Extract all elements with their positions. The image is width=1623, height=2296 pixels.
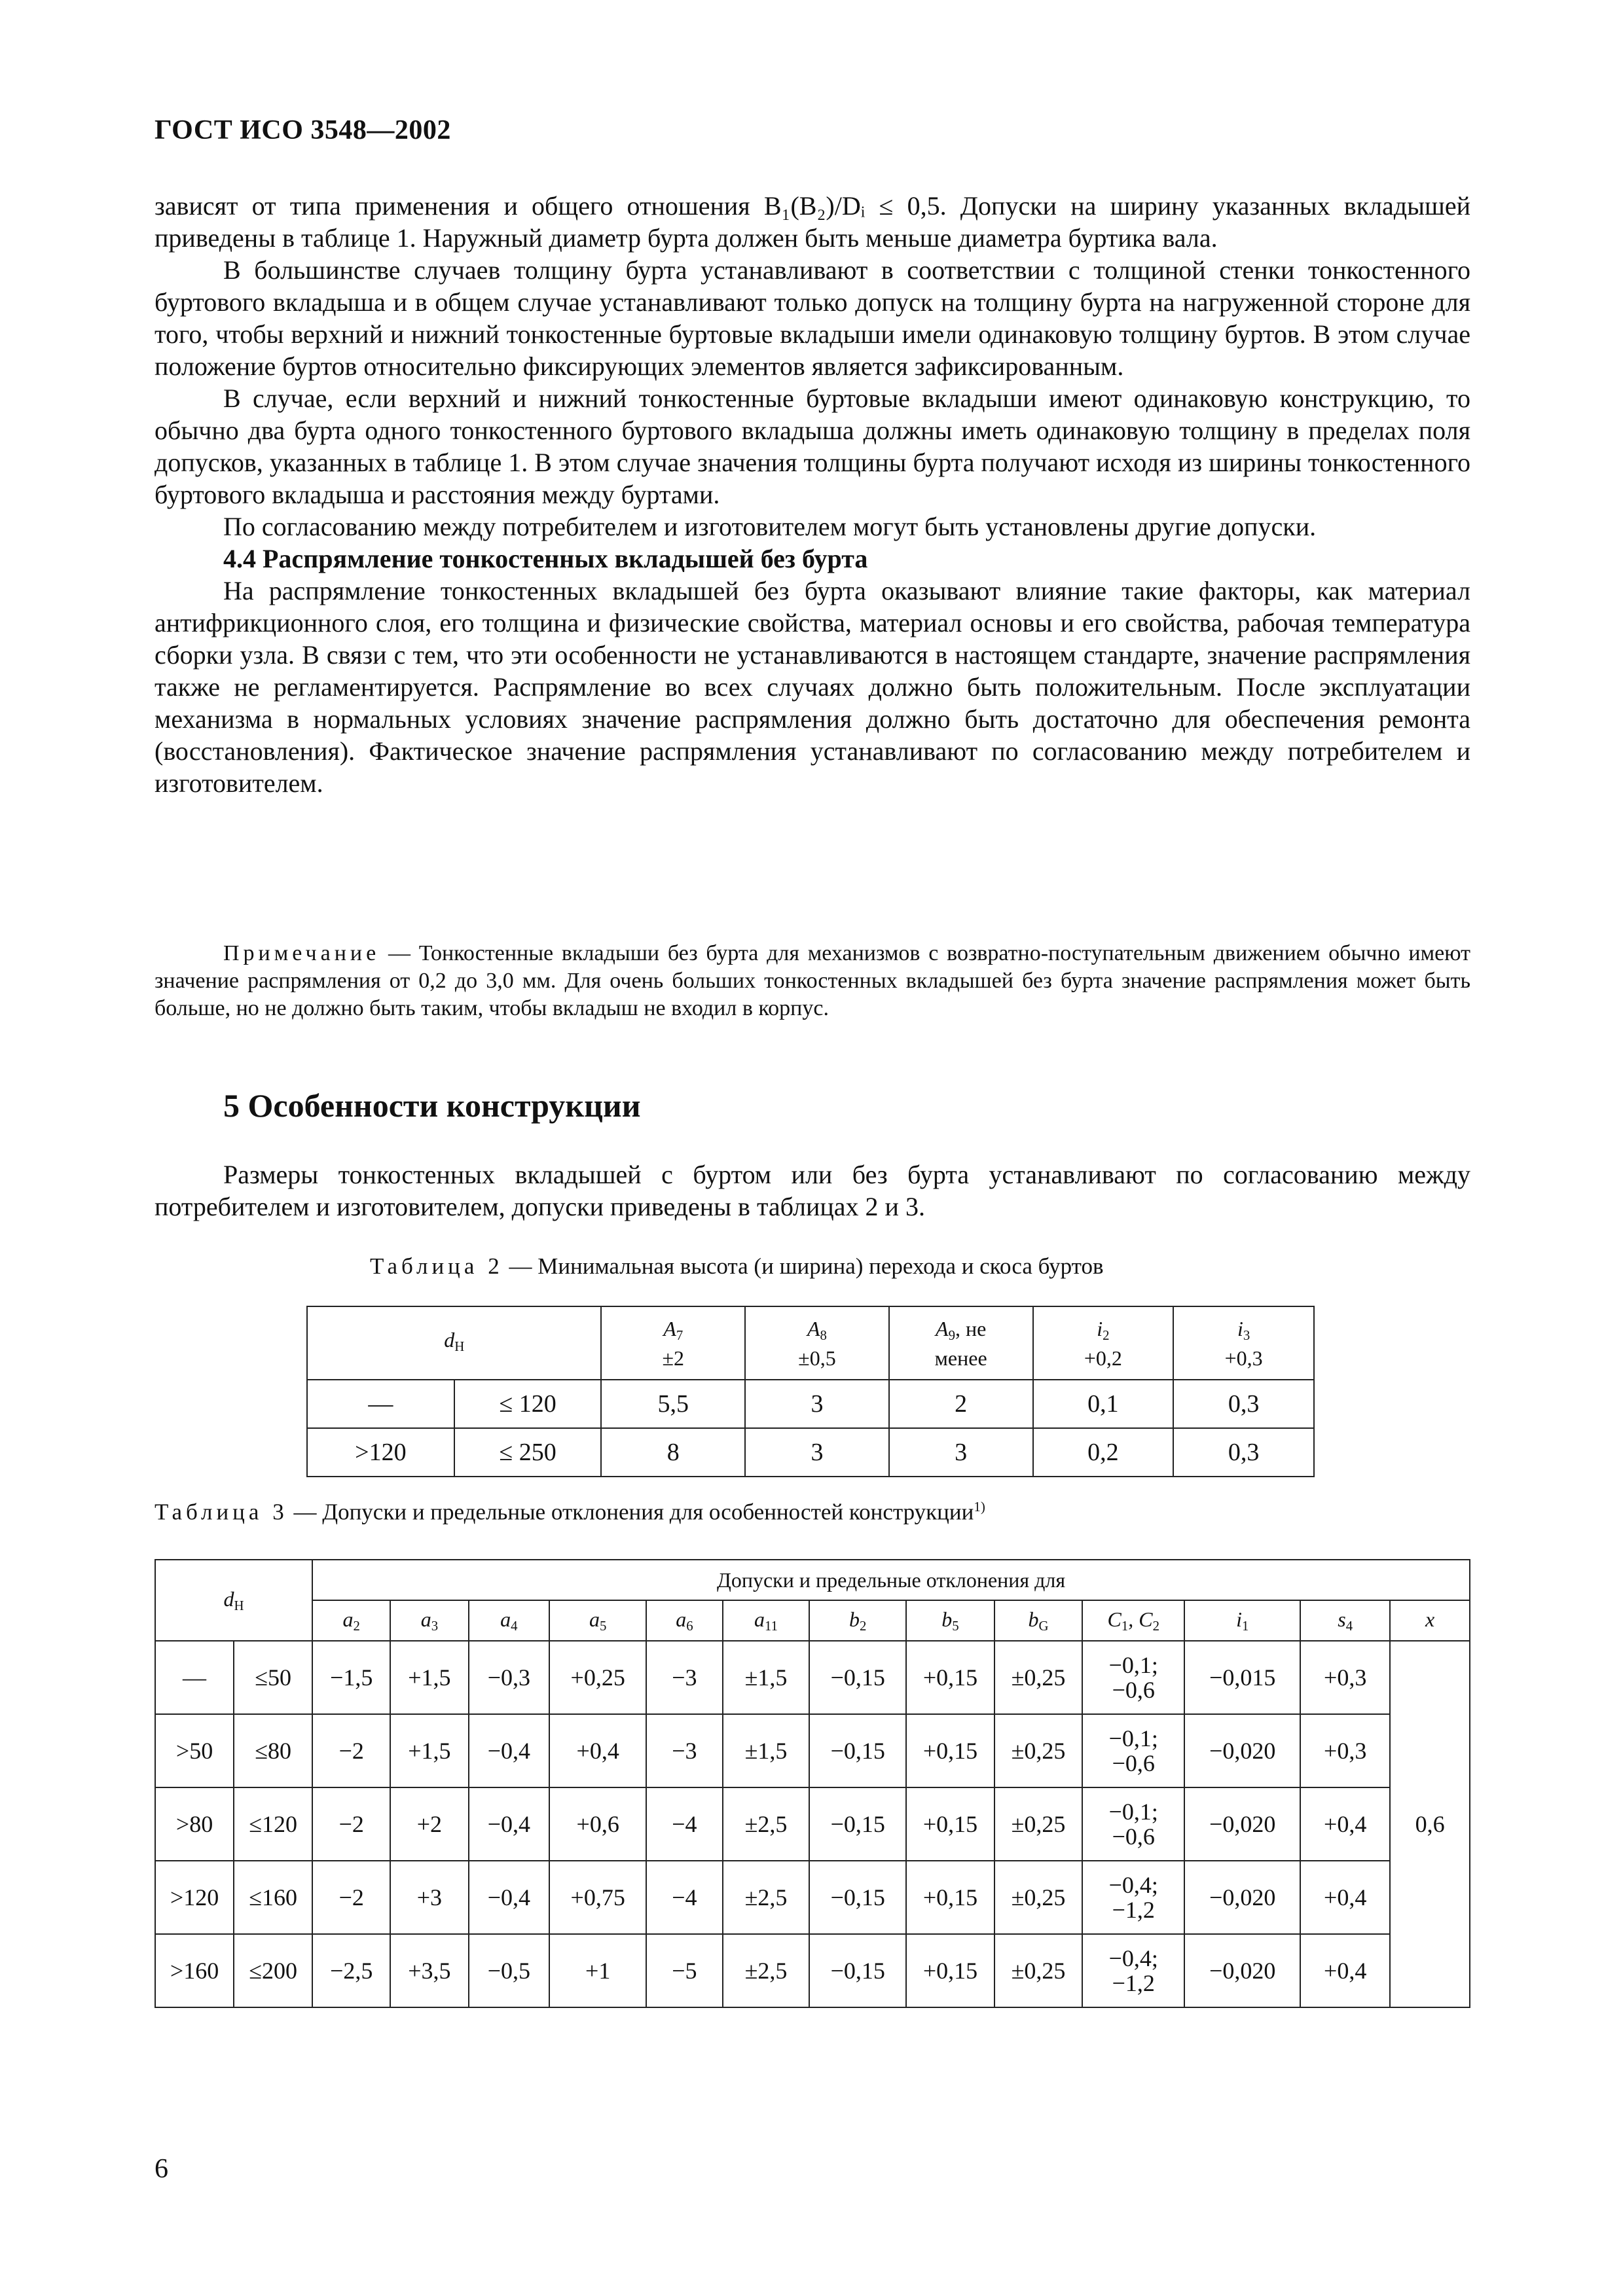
caption-label: Таблица 2	[370, 1253, 503, 1279]
cell: 8	[601, 1428, 745, 1477]
cell: ≤ 250	[454, 1428, 602, 1477]
caption-label: Таблица 3	[155, 1499, 288, 1525]
cell: 3	[745, 1428, 889, 1477]
header-a8: $A_8$ ±0,5	[745, 1306, 889, 1380]
table-row	[155, 1641, 1470, 1714]
cell: +2	[390, 1787, 468, 1861]
cell-line: −0,1;	[1108, 1652, 1158, 1678]
cell: +0,15	[906, 1641, 994, 1714]
cell: 3	[745, 1380, 889, 1428]
caption-text: — Допуски и предельные отклонения для особенностей конструкции	[287, 1499, 974, 1525]
cell: +3	[390, 1861, 468, 1934]
cell: +1	[549, 1934, 646, 2007]
cell: 0,3	[1173, 1380, 1314, 1428]
cell: +0,4	[549, 1714, 646, 1787]
cell: ±0,25	[994, 1861, 1082, 1934]
cell: +1,5	[390, 1641, 468, 1714]
cell: −0,15	[809, 1787, 906, 1861]
table2-caption	[370, 1253, 1103, 1280]
cell: +0,4	[1300, 1787, 1390, 1861]
cell: ≤50	[234, 1641, 312, 1714]
cell: −0,020	[1184, 1714, 1300, 1787]
cell: 0,1	[1033, 1380, 1174, 1428]
cell: ≤200	[234, 1934, 312, 2007]
cell-line: −0,6	[1112, 1750, 1155, 1776]
cell: ±0,25	[994, 1787, 1082, 1861]
cell	[1082, 1934, 1184, 2007]
cell: ±0,25	[994, 1641, 1082, 1714]
cell: +0,25	[549, 1641, 646, 1714]
table-row	[155, 1934, 1470, 2007]
cell: ≤120	[234, 1787, 312, 1861]
cell: −4	[646, 1861, 722, 1934]
cell: −3	[646, 1714, 722, 1787]
header-i3: $i_3$ +0,3	[1173, 1306, 1314, 1380]
document-header: ГОСТ ИСО 3548—2002	[155, 115, 451, 145]
cell: ≤80	[234, 1714, 312, 1787]
header-col: x	[1390, 1600, 1470, 1641]
paragraph: По согласованию между потребителем и изготовителем могут быть установлены другие допуски.	[223, 512, 1317, 541]
table-subheader-row	[155, 1600, 1470, 1641]
note-text: — Тонкостенные вкладыши без бурта для механизмов с возвратно-поступательным движением обычно имеют значение распрямления от 0,2 до 3,0 мм. Для очень больших тонкостенных вкладышей без бурта значение распрямления может быть больше, но не должно быть таким, чтобы вкладыш не входил в корпус.	[155, 941, 1470, 1020]
paragraph: На распрямление тонкостенных вкладышей без бурта оказывают влияние такие факторы, как материал антифрикционного слоя, его толщина и физические свойства, материал основы и его свойства, рабочая температура сборки узла. В связи с тем, что эти особенности не устанавливаются в настоящем стандарте, значение распрямления также не регламентируется. Распрямление во всех случаях должно быть положительным. После эксплуатации механизма в нормальных условиях значение распрямления должно быть достаточно для обеспечения ремонта (восстановления). Фактическое значение распрямления устанавливают по согласованию между потребителем и изготовителем.	[155, 576, 1470, 798]
table3-caption	[155, 1499, 985, 1526]
table-3	[155, 1559, 1470, 2008]
table-row	[307, 1380, 1314, 1428]
cell: −0,020	[1184, 1787, 1300, 1861]
header-col: $a_{11}$	[723, 1600, 810, 1641]
cell: >120	[307, 1428, 454, 1477]
cell: >50	[155, 1714, 234, 1787]
cell: +0,15	[906, 1934, 994, 2007]
cell: −2	[312, 1787, 390, 1861]
cell-line: −1,2	[1112, 1970, 1155, 1996]
cell	[1082, 1714, 1184, 1787]
header-col: $i_1$	[1184, 1600, 1300, 1641]
cell: 2	[889, 1380, 1033, 1428]
table-row	[155, 1787, 1470, 1861]
cell: +0,3	[1300, 1714, 1390, 1787]
header-col: $b_G$	[994, 1600, 1082, 1641]
cell: +0,6	[549, 1787, 646, 1861]
page-number: 6	[155, 2154, 168, 2184]
header-col: $b_2$	[809, 1600, 906, 1641]
table-2	[306, 1306, 1315, 1477]
cell: −2	[312, 1861, 390, 1934]
cell: 0,3	[1173, 1428, 1314, 1477]
body-text	[155, 190, 1470, 799]
cell	[1082, 1861, 1184, 1934]
x-value-cell: 0,6	[1390, 1641, 1470, 2007]
table-row	[155, 1861, 1470, 1934]
cell-line: −0,6	[1112, 1677, 1155, 1703]
cell-line: −0,1;	[1108, 1725, 1158, 1751]
section-title: 5 Особенности конструкции	[223, 1087, 641, 1124]
cell-line: −0,4;	[1108, 1945, 1158, 1971]
section-text	[155, 1158, 1470, 1223]
header-col: $b_5$	[906, 1600, 994, 1641]
cell: ≤160	[234, 1861, 312, 1934]
note-label: Примечание	[223, 941, 380, 965]
header-group: Допуски и предельные отклонения для	[312, 1560, 1470, 1600]
cell: ±1,5	[723, 1641, 810, 1714]
cell: 5,5	[601, 1380, 745, 1428]
cell: −0,020	[1184, 1934, 1300, 2007]
cell-line: −1,2	[1112, 1897, 1155, 1923]
cell: −1,5	[312, 1641, 390, 1714]
cell: −0,15	[809, 1861, 906, 1934]
cell: 3	[889, 1428, 1033, 1477]
header-a9: $A_9$, не менее	[889, 1306, 1033, 1380]
table-row	[155, 1714, 1470, 1787]
cell: ±0,25	[994, 1714, 1082, 1787]
cell: ±2,5	[723, 1861, 810, 1934]
header-a7: $A_7$ ±2	[601, 1306, 745, 1380]
cell: −0,15	[809, 1641, 906, 1714]
header-dn: $d_Н$	[155, 1560, 312, 1641]
cell: −0,3	[469, 1641, 550, 1714]
cell: −3	[646, 1641, 722, 1714]
cell: >80	[155, 1787, 234, 1861]
header-i2: $i_2$ +0,2	[1033, 1306, 1174, 1380]
table-header-row	[307, 1306, 1314, 1380]
paragraph: В большинстве случаев толщину бурта устанавливают в соответствии с толщиной стенки тонкостенного буртового вкладыша и в общем случае устанавливают только допуск на толщину бурта на нагруженной стороне для того, чтобы верхний и нижний тонкостенные буртовые вкладыши имели одинаковую толщину буртов. В этом случае положение буртов относительно фиксирующих элементов является зафиксированным.	[155, 255, 1470, 381]
cell-line: −0,1;	[1108, 1799, 1158, 1825]
cell: —	[155, 1641, 234, 1714]
cell: −0,15	[809, 1714, 906, 1787]
header-col: $s_4$	[1300, 1600, 1390, 1641]
cell: +1,5	[390, 1714, 468, 1787]
cell: +0,4	[1300, 1934, 1390, 2007]
table-row	[307, 1428, 1314, 1477]
cell: 0,2	[1033, 1428, 1174, 1477]
caption-text: — Минимальная высота (и ширина) перехода и скоса буртов	[503, 1253, 1104, 1279]
cell: +0,75	[549, 1861, 646, 1934]
cell: +0,4	[1300, 1861, 1390, 1934]
header-col: $C_1$, $C_2$	[1082, 1600, 1184, 1641]
cell: −0,4	[469, 1714, 550, 1787]
cell: +0,15	[906, 1714, 994, 1787]
cell: >120	[155, 1861, 234, 1934]
cell: −4	[646, 1787, 722, 1861]
cell: ±2,5	[723, 1934, 810, 2007]
cell: −0,4	[469, 1861, 550, 1934]
cell: —	[307, 1380, 454, 1428]
header-col: $a_3$	[390, 1600, 468, 1641]
cell: ±0,25	[994, 1934, 1082, 2007]
cell: −0,15	[809, 1934, 906, 2007]
cell: ±2,5	[723, 1787, 810, 1861]
cell: +3,5	[390, 1934, 468, 2007]
cell: ±1,5	[723, 1714, 810, 1787]
cell: −0,4	[469, 1787, 550, 1861]
subsection-title: 4.4 Распрямление тонкостенных вкладышей без бурта	[223, 544, 868, 573]
cell: ≤ 120	[454, 1380, 602, 1428]
cell: >160	[155, 1934, 234, 2007]
header-col: $a_6$	[646, 1600, 722, 1641]
cell: −2,5	[312, 1934, 390, 2007]
header-col: $a_5$	[549, 1600, 646, 1641]
cell: +0,15	[906, 1861, 994, 1934]
header-dn: $d_Н$	[307, 1306, 601, 1380]
header-col: $a_4$	[469, 1600, 550, 1641]
caption-footnote-mark: 1)	[974, 1499, 985, 1515]
paragraph: В случае, если верхний и нижний тонкостенные буртовые вкладыши имеют одинаковую конструкцию, то обычно два бурта одного тонкостенного буртового вкладыша должны иметь одинаковую толщину в пределах поля допусков, указанных в таблице 1. В этом случае значения толщины бурта получают исходя из ширины тонкостенного буртового вкладыша и расстояния между буртами.	[155, 384, 1470, 509]
cell: +0,15	[906, 1787, 994, 1861]
header-col: $a_2$	[312, 1600, 390, 1641]
cell: −0,015	[1184, 1641, 1300, 1714]
paragraph: Размеры тонкостенных вкладышей с буртом или без бурта устанавливают по согласованию между потребителем и изготовителем, допуски приведены в таблицах 2 и 3.	[155, 1160, 1470, 1221]
cell	[1082, 1641, 1184, 1714]
table-header-row	[155, 1560, 1470, 1600]
note	[155, 940, 1470, 1022]
cell: −0,020	[1184, 1861, 1300, 1934]
cell: −2	[312, 1714, 390, 1787]
cell: +0,3	[1300, 1641, 1390, 1714]
cell-line: −0,4;	[1108, 1872, 1158, 1898]
cell: −5	[646, 1934, 722, 2007]
paragraph: зависят от типа применения и общего отношения B₁(B₂)/Dᵢ ≤ 0,5. Допуски на ширину указанных вкладышей приведены в таблице 1. Наружный диаметр бурта должен быть меньше диаметра буртика вала.	[155, 191, 1470, 253]
cell	[1082, 1787, 1184, 1861]
cell-line: −0,6	[1112, 1823, 1155, 1850]
cell: −0,5	[469, 1934, 550, 2007]
